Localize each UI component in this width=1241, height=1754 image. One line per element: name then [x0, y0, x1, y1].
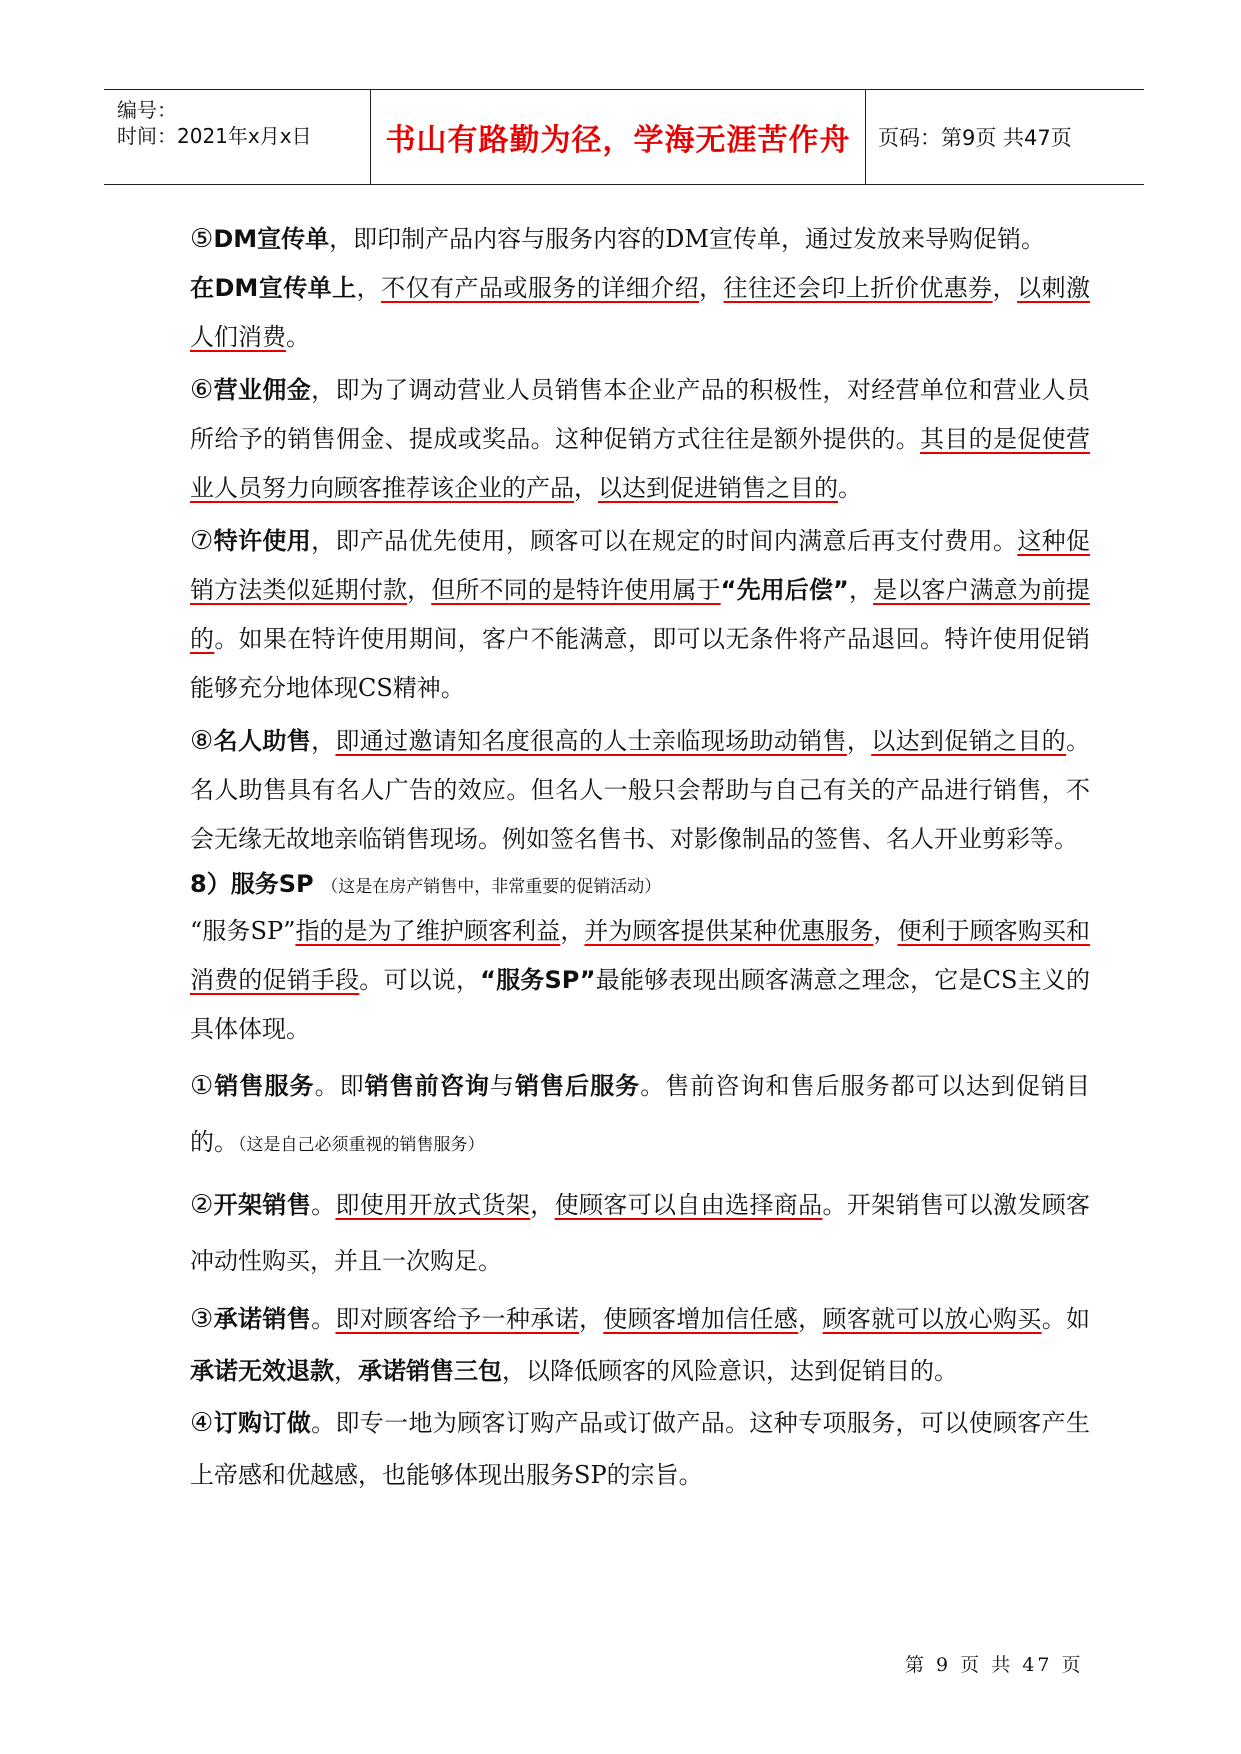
header-left-cell: [104, 90, 370, 184]
paragraph-celebrity-sales: ⑧名人助售，即通过邀请知名度很高的人士亲临现场助动销售，以达到促销之目的。名人助售具有名人广告的效应。但名人一般只会帮助与自己有关的产品进行销售，不会无缘无故地亲临销售现场。例如签名售书、对影像制品的签售、名人开业剪彩等。: [190, 726, 1091, 853]
paragraph-dm-flyer: ⑤DM宣传单，即印制产品内容与服务内容的DM宣传单，通过发放来导购促销。: [190, 224, 1045, 254]
section-note: （这是在房产销售中，非常重要的促销活动）: [321, 877, 662, 897]
underlined-text: 即使用开放式货架: [335, 1191, 531, 1219]
underlined-text: 指的是为了维护顾客利益: [295, 917, 561, 945]
circled-number: ⑧: [190, 726, 214, 756]
circled-number: ①: [190, 1071, 215, 1101]
underlined-text: 不仅有产品或服务的详细介绍: [381, 274, 700, 302]
underlined-text: 以达到促销之目的: [871, 727, 1067, 755]
circled-number: ③: [190, 1304, 214, 1334]
paragraph-service-sp: “服务SP”指的是为了维护顾客利益，并为顾客提供某种优惠服务，便利于顾客购买和消费的促销手段。可以说，“服务SP”最能够表现出顾客满意之理念，它是CS主义的具体体现。: [190, 917, 1091, 1043]
item-title: 营业佣金: [213, 376, 312, 404]
section-heading: 8）服务SP: [190, 870, 314, 898]
underlined-text: 使顾客增加信任感: [603, 1305, 799, 1333]
page-footer: 第 9 页 共 47 页: [905, 1654, 1084, 1676]
underlined-text: 顾客就可以放心购买: [822, 1305, 1042, 1333]
paragraph-licensed-use: ⑦特许使用，即产品优先使用，顾客可以在规定的时间内满意后再支付费用。这种促销方法类似延期付款，但所不同的是特许使用属于“先用后偿”，是以客户满意为前提的。如果在特许使用期间，客户不能满意，即可以无条件将产品退回。特许使用促销能够充分地体现CS精神。: [190, 526, 1091, 702]
circled-number: ⑥: [190, 375, 214, 405]
underlined-text: 以达到促进销售之目的: [598, 474, 838, 502]
time-label: 时间：2021年x月x日: [117, 124, 312, 148]
paragraph-promise-sales: ③承诺销售。即对顾客给予一种承诺，使顾客增加信任感，顾客就可以放心购买。如承诺无效退款，承诺销售三包，以降低顾客的风险意识，达到促销目的。: [190, 1304, 1091, 1385]
underlined-text: 是以客户满意为前提的: [190, 576, 1091, 653]
number-label: 编号：: [117, 98, 177, 122]
section-heading-service-sp: [190, 864, 1090, 907]
underlined-text: 往往还会印上折价优惠券: [723, 274, 993, 302]
underlined-text: 以刺激人们消费: [190, 274, 1091, 351]
paragraph-custom-order: ④订购订做。即专一地为顾客订购产品或订做产品。这种专项服务，可以使顾客产生上帝感和优越感，也能够体现出服务SP的宗旨。: [190, 1408, 1091, 1489]
underlined-text: 便利于顾客购买和消费的促销手段: [190, 917, 1091, 994]
underlined-text: 并为顾客提供某种优惠服务: [584, 917, 874, 945]
page-header: [104, 89, 1144, 185]
item-title: 开架销售: [213, 1191, 312, 1219]
inline-note: （这是自己必须重视的销售服务）: [238, 1135, 485, 1155]
paragraph-dm-flyer-detail: 在DM宣传单上，不仅有产品或服务的详细介绍，往往还会印上折价优惠券，以刺激人们消费。: [190, 274, 1091, 351]
paragraph-open-shelf: ②开架销售。即使用开放式货架，使顾客可以自由选择商品。开架销售可以激发顾客冲动性购买，并且一次购足。: [190, 1190, 1091, 1275]
item-title: DM宣传单: [213, 225, 330, 253]
item-title: 承诺销售: [213, 1305, 312, 1333]
underlined-text: 这种促销方法类似延期付款: [190, 527, 1091, 604]
circled-number: ④: [190, 1408, 214, 1438]
circled-number: ⑦: [190, 526, 214, 556]
item-title: 名人助售: [213, 727, 312, 755]
item-title: 订购订做: [213, 1409, 312, 1437]
circled-number: ⑤: [190, 224, 214, 254]
item-title: 特许使用: [213, 527, 312, 555]
paragraph-sales-service: ①销售服务。即销售前咨询与销售后服务。售前咨询和售后服务都可以达到促销目的。（这是自己必须重视的销售服务）: [190, 1071, 1091, 1156]
underlined-text: 使顾客可以自由选择商品: [554, 1191, 823, 1219]
page-code: 页码：第9页 共47页: [878, 126, 1072, 150]
motto: 书山有路勤为径，学海无涯苦作舟: [370, 90, 866, 184]
underlined-text: 但所不同的是特许使用属于: [431, 576, 721, 604]
underlined-text: 其目的是促使营业人员努力向顾客推荐该企业的产品: [190, 425, 1090, 502]
item-title: 销售服务: [214, 1072, 315, 1100]
underlined-text: 即对顾客给予一种承诺: [335, 1305, 579, 1333]
circled-number: ②: [190, 1190, 214, 1220]
paragraph-sales-commission: ⑥营业佣金，即为了调动营业人员销售本企业产品的积极性，对经营单位和营业人员所给予的销售佣金、提成或奖品。这种促销方式往往是额外提供的。其目的是促使营业人员努力向顾客推荐该企业的产品，以达到促进销售之目的。: [190, 375, 1091, 502]
document-body: [190, 215, 1090, 1501]
underlined-text: 即通过邀请知名度很高的人士亲临现场助动销售: [335, 727, 847, 755]
